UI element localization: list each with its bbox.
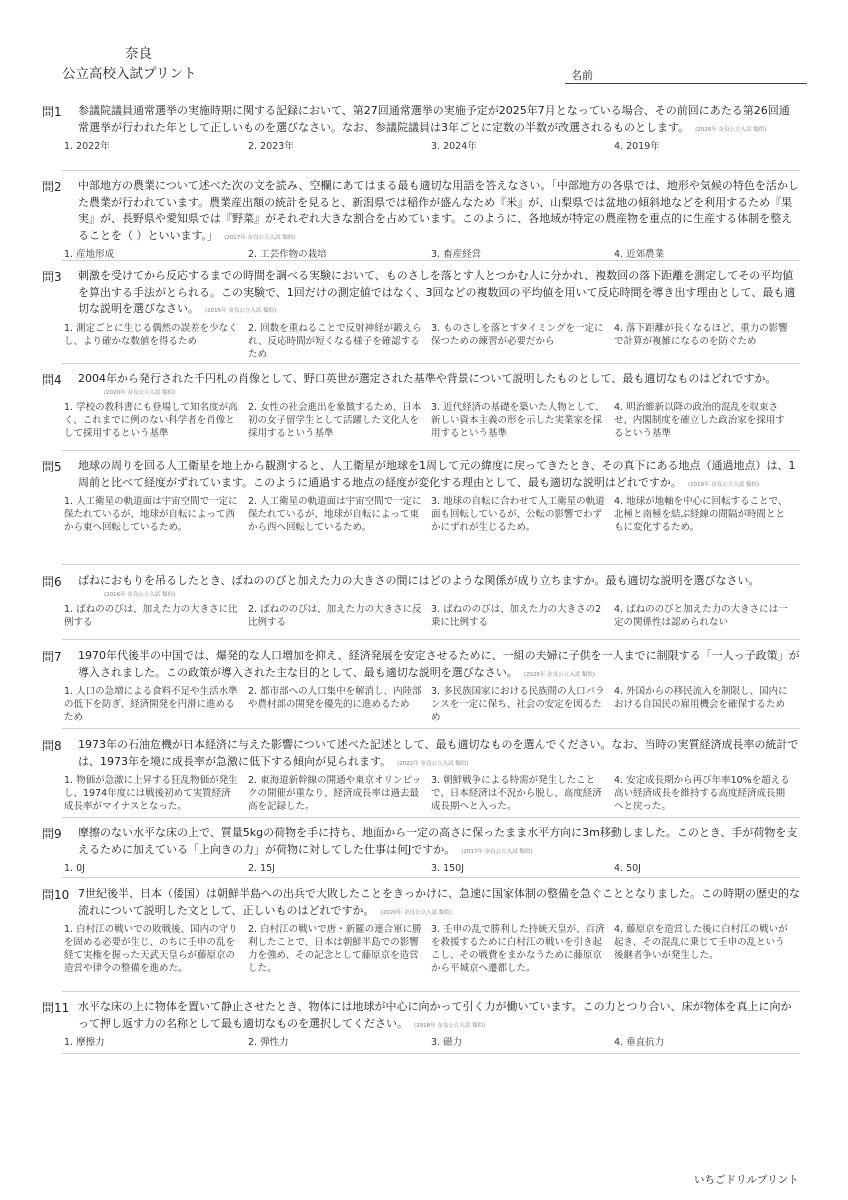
choice-3[interactable]: 3. 2024年 xyxy=(431,141,477,152)
question-number: 問1 xyxy=(42,105,62,119)
question-10 xyxy=(42,886,800,993)
choice-4[interactable]: 4. 藤原京を造営した後に白村江の戦いが起き、その混乱に乗じて壬申の乱という後継者争いが発生した。 xyxy=(614,924,788,961)
question-text: 1973年の石油危機が日本経済に与えた影響について述べた記述として、最も適切なものを選んでください。なお、当時の実質経済成長率の統計では、1973年を境に成長率が急激に低下する傾向が見られます。 (2022年 奈良公立入試 類似) xyxy=(78,738,799,768)
choice-2[interactable]: 2. 回数を重ねることで反射神経が鍛えられ、反応時間が短くなる様子を確認するため xyxy=(248,322,422,360)
choice-list xyxy=(64,495,800,551)
question-4 xyxy=(42,371,800,443)
choice-list xyxy=(64,248,800,264)
choice-2[interactable]: 2. 女性の社会進出を象徴するため、日本初の女子留学生として活躍した文化人を採用するという基準 xyxy=(248,401,422,439)
choice-1[interactable]: 1. 物価が急激に上昇する狂乱物価が発生し、1974年度には戦後初めて実質経済成長率がマイナスとなった。 xyxy=(64,775,238,812)
choice-2[interactable]: 2. 東海道新幹線の開通や東京オリンピックの開催が重なり、経済成長率は過去最高を記録した。 xyxy=(248,775,422,812)
question-text: 参議院議員通常選挙の実施時期に関する記録において、第27回通常選挙の実施予定が2025年7月となっている場合、その前回にあたる第26回通常選挙が行われた年として正しいものを選びなさい。なお、参議院議員は3年ごとに定数の半数が改選されるものとします。 (2026年 奈良公立入試 類似) xyxy=(78,104,790,134)
choice-list xyxy=(64,923,800,993)
question-number: 問7 xyxy=(42,650,62,664)
question-3 xyxy=(42,268,800,364)
divider xyxy=(62,877,800,878)
question-number: 問4 xyxy=(42,373,62,387)
question-source: (2017年 奈良公立入試 類似) xyxy=(461,848,533,855)
choice-3[interactable]: 3. 近代経済の基礎を築いた人物として、新しい資本主義の形を示した実業家を採用するという基準 xyxy=(431,401,605,439)
question-number: 問8 xyxy=(42,739,62,753)
question-source: (2020年 奈良公立入試 類似) xyxy=(104,389,176,396)
choice-1[interactable]: 1. 0J xyxy=(64,863,85,874)
choice-4[interactable]: 4. 落下距離が長くなるほど、重力の影響で計算が複雑になるのを防ぐため xyxy=(614,322,788,347)
choice-4[interactable]: 4. 明治維新以降の政治的混乱を収束させ、内閣制度を確立した政治家を採用するという基準 xyxy=(614,401,785,439)
divider xyxy=(62,639,800,640)
choice-3[interactable]: 3. 150J xyxy=(431,863,465,874)
divider xyxy=(62,363,800,364)
question-source: (2016年 奈良公立入試 類似) xyxy=(104,591,176,598)
choice-list xyxy=(64,685,800,727)
question-source: (2017年 奈良公立入試 類似) xyxy=(224,234,296,241)
question-source: (2015年 奈良公立入試 類似) xyxy=(205,308,277,314)
choice-1[interactable]: 1. ばねののびは、加えた力の大きさに比例する xyxy=(64,603,238,628)
question-source: (2020年 奈良公立入試 類似) xyxy=(380,909,452,916)
question-7 xyxy=(42,648,800,727)
question-text: 地球の周りを回る人工衛星を地上から観測すると、人工衛星が地球を1周して元の緯度に戻ってきたとき、その真下にある地点（通過地点）は、1周前と比べて経度がずれています。このように通過する地点の経度が変化する理由として、最も適切な説明はどれですか。 (2019年 奈良公立入試 類似) xyxy=(78,459,796,489)
name-label: 名前 xyxy=(571,69,593,82)
choice-1[interactable]: 1. 人工衛星の軌道面は宇宙空間で一定に保たれているが、地球が自転によって西から東へ回転しているため。 xyxy=(64,496,238,533)
footer-brand: いちごドリルプリント xyxy=(694,1174,799,1186)
question-number: 問11 xyxy=(42,1001,70,1015)
choice-3[interactable]: 3. ものさしを落とすタイミングを一定に保つための練習が必要だから xyxy=(431,322,604,347)
divider xyxy=(62,991,800,992)
choice-2[interactable]: 2. 2023年 xyxy=(248,141,294,152)
question-1 xyxy=(42,103,800,156)
choice-3[interactable]: 3. 朝鮮戦争による特需が発生したことで、日本経済は不況から脱し、高度経済成長期へと入った。 xyxy=(431,775,602,812)
question-source: (2022年 奈良公立入試 類似) xyxy=(397,760,469,767)
divider xyxy=(62,450,800,451)
divider xyxy=(62,564,800,565)
choice-3[interactable]: 3. 多民族国家における民族間の人口バランスを一定に保ち、社会の安定を図るため xyxy=(431,686,605,723)
question-text: 2004年から発行された千円札の肖像として、野口英世が選定された基準や背景について説明したものとして、最も適切なものはどれですか。 (2020年 奈良公立入試 類似) xyxy=(78,371,800,399)
question-number: 問6 xyxy=(42,575,62,589)
prefecture-title: 奈良 xyxy=(125,46,152,62)
choice-3[interactable]: 3. 壬申の乱で勝利した持統天皇が、百済を救援するために白村江の戦いを引き起こし、その戦費をまかなうために藤原京から平城京へ遷都した。 xyxy=(431,924,605,974)
question-text: ばねにおもりを吊るしたとき、ばねののびと加えた力の大きさの間にはどのような関係が成り立ちますか。最も適切な説明を選びなさい。 (2016年 奈良公立入試 類似) xyxy=(78,573,800,601)
question-11 xyxy=(42,999,800,1052)
choice-list xyxy=(64,1036,800,1052)
question-source: (2019年 奈良公立入試 類似) xyxy=(687,481,760,488)
divider xyxy=(62,170,800,171)
choice-4[interactable]: 4. 50J xyxy=(614,863,641,874)
choice-3[interactable]: 3. 磁力 xyxy=(431,1037,463,1048)
choice-2[interactable]: 2. 都市部への人口集中を解消し、内陸部や農村部の開発を優先的に進めるため xyxy=(248,686,422,710)
choice-list xyxy=(64,140,800,156)
question-5 xyxy=(42,458,800,551)
choice-2[interactable]: 2. 人工衛星の軌道面は宇宙空間で一定に保たれているが、地球が自転によって東から西へ回転しているため。 xyxy=(248,496,422,533)
choice-1[interactable]: 1. 産地形成 xyxy=(64,249,115,260)
choice-2[interactable]: 2. 弾性力 xyxy=(248,1037,289,1048)
divider xyxy=(62,1053,800,1054)
choice-list xyxy=(64,862,800,878)
page-header xyxy=(0,0,848,100)
question-text: 刺激を受けてから反応するまでの時間を調べる実験において、ものさしを落とす人とつかむ人に分かれ、複数回の落下距離を測定してその平均値を算出する手法がとられる。この実験で、1回だけの測定値ではなく、3回などの複数回の平均値を用いて反応時間を導き出す理由として、最も適切な説明を選びなさい。 (2015年 奈良公立入試 類似) xyxy=(78,269,796,315)
choice-2[interactable]: 2. 15J xyxy=(248,863,275,874)
question-number: 問3 xyxy=(42,270,62,284)
question-text: 水平な床の上に物体を置いて静止させたとき、物体には地球が中心に向かって引く力が働いています。この力とつり合い、床が物体を真上に向かって押し返す力の名称として最も適切なものを選択してください。 (2018年 奈良公立入試 類似) xyxy=(78,1000,792,1030)
question-number: 問2 xyxy=(42,180,62,194)
choice-2[interactable]: 2. 工芸作物の栽培 xyxy=(248,249,327,260)
question-text: 中部地方の農業について述べた次の文を読み、空欄にあてはまる最も適切な用語を答えなさい。「中部地方の各県では、地形や気候の特色を活かした農業が行われています。農業産出額の統計を見ると、新潟県では稲作が盛んなため『米』が、山梨県では盆地の傾斜地などを利用するため『果実』が、長野県や愛知県では『野菜』がそれぞれ大きな割合を占めています。このように、各地域が特定の農産物を重点的に生産する体制を整えることを（ ）といいます。」 (2017年 奈良公立入試 類似) xyxy=(78,179,799,242)
question-2 xyxy=(42,178,800,264)
choice-1[interactable]: 1. 摩擦力 xyxy=(64,1037,105,1048)
name-field-line[interactable] xyxy=(565,83,807,84)
choice-list xyxy=(64,603,800,631)
choice-4[interactable]: 4. 近郊農業 xyxy=(614,249,665,260)
question-text: 摩擦のない水平な床の上で、質量5kgの荷物を手に持ち、地面から一定の高さに保ったまま水平方向に3m移動しました。このとき、手が荷物を支えるために加えている「上向きの力」が荷物に対してした仕事は何Jですか。 (2017年 奈良公立入試 類似) xyxy=(78,826,798,856)
choice-1[interactable]: 1. 2022年 xyxy=(64,141,110,152)
question-text: 1970年代後半の中国では、爆発的な人口増加を抑え、経済発展を安定させるために、一組の夫婦に子供を一人までに制限する「一人っ子政策」が導入されました。この政策が導入された主な目的として、最も適切な説明を選びなさい。 (2025年 奈良公立入試 類似) xyxy=(78,649,800,679)
choice-3[interactable]: 3. 地球の自転に合わせて人工衛星の軌道面も回転しているが、公転の影響でわずかにずれが生じるため。 xyxy=(431,496,605,533)
choice-1[interactable]: 1. 白村江の戦いでの敗戦後、国内の守りを固める必要が生じ、のちに壬申の乱を経て実権を握った天武天皇らが藤原京の造営や律令の整備を進めた。 xyxy=(64,924,238,974)
divider xyxy=(62,817,800,818)
question-number: 問10 xyxy=(42,888,70,902)
choice-3[interactable]: 3. 畜産経営 xyxy=(431,249,482,260)
question-source: (2026年 奈良公立入試 類似) xyxy=(695,126,767,133)
question-text: 7世紀後半、日本（倭国）は朝鮮半島への出兵で大敗したことをきっかけに、急速に国家体制の整備を急ぐこととなりました。この時期の歴史的な流れについて説明した文として、正しいものはどれですか。 (2020年 奈良公立入試 類似) xyxy=(78,887,800,917)
question-8 xyxy=(42,737,800,816)
choice-4[interactable]: 4. 安定成長期から再び年率10%を超える高い経済成長を維持する高度経済成長期へと戻った。 xyxy=(614,775,790,812)
question-9 xyxy=(42,825,800,878)
choice-1[interactable]: 1. 学校の教科書にも登場して知名度が高く、これまでに例のない科学者を肖像として採用するという基準 xyxy=(64,401,238,439)
choice-list xyxy=(64,774,800,816)
page-title: 公立高校入試プリント xyxy=(62,66,197,82)
choice-1[interactable]: 1. 測定ごとに生じる偶然の誤差を少なくし、より確かな数値を得るため xyxy=(64,322,238,347)
question-number: 問5 xyxy=(42,460,62,474)
divider xyxy=(62,260,800,261)
choice-4[interactable]: 4. 外国からの移民流入を制限し、国内における自国民の雇用機会を確保するため xyxy=(614,686,788,710)
divider xyxy=(62,728,800,729)
question-number: 問9 xyxy=(42,827,62,841)
choice-4[interactable]: 4. 地球が地軸を中心に回転することで、北極と南極を結ぶ経線の間隔が時間とともに変化するため。 xyxy=(614,496,788,533)
choice-4[interactable]: 4. 2019年 xyxy=(614,141,660,152)
choice-2[interactable]: 2. 白村江の戦いで唐・新羅の連合軍に勝利したことで、日本は朝鮮半島での影響力を強め、その記念として藤原京を造営した。 xyxy=(248,924,422,974)
choice-list xyxy=(64,322,800,364)
choice-2[interactable]: 2. ばねののびは、加えた力の大きさに反比例する xyxy=(248,603,422,628)
question-source: (2018年 奈良公立入試 類似) xyxy=(414,1022,486,1029)
question-6 xyxy=(42,573,800,631)
choice-3[interactable]: 3. ばねののびは、加えた力の大きさの2乗に比例する xyxy=(431,603,602,628)
choice-4[interactable]: 4. 垂直抗力 xyxy=(614,1037,665,1048)
choice-list xyxy=(64,401,800,443)
choice-4[interactable]: 4. ばねののびと加えた力の大きさには一定の関係性は認められない xyxy=(614,603,788,628)
question-source: (2025年 奈良公立入試 類似) xyxy=(523,671,596,678)
choice-1[interactable]: 1. 人口の急増による食料不足や生活水準の低下を防ぎ、経済開発を円滑に進めるため xyxy=(64,686,238,723)
